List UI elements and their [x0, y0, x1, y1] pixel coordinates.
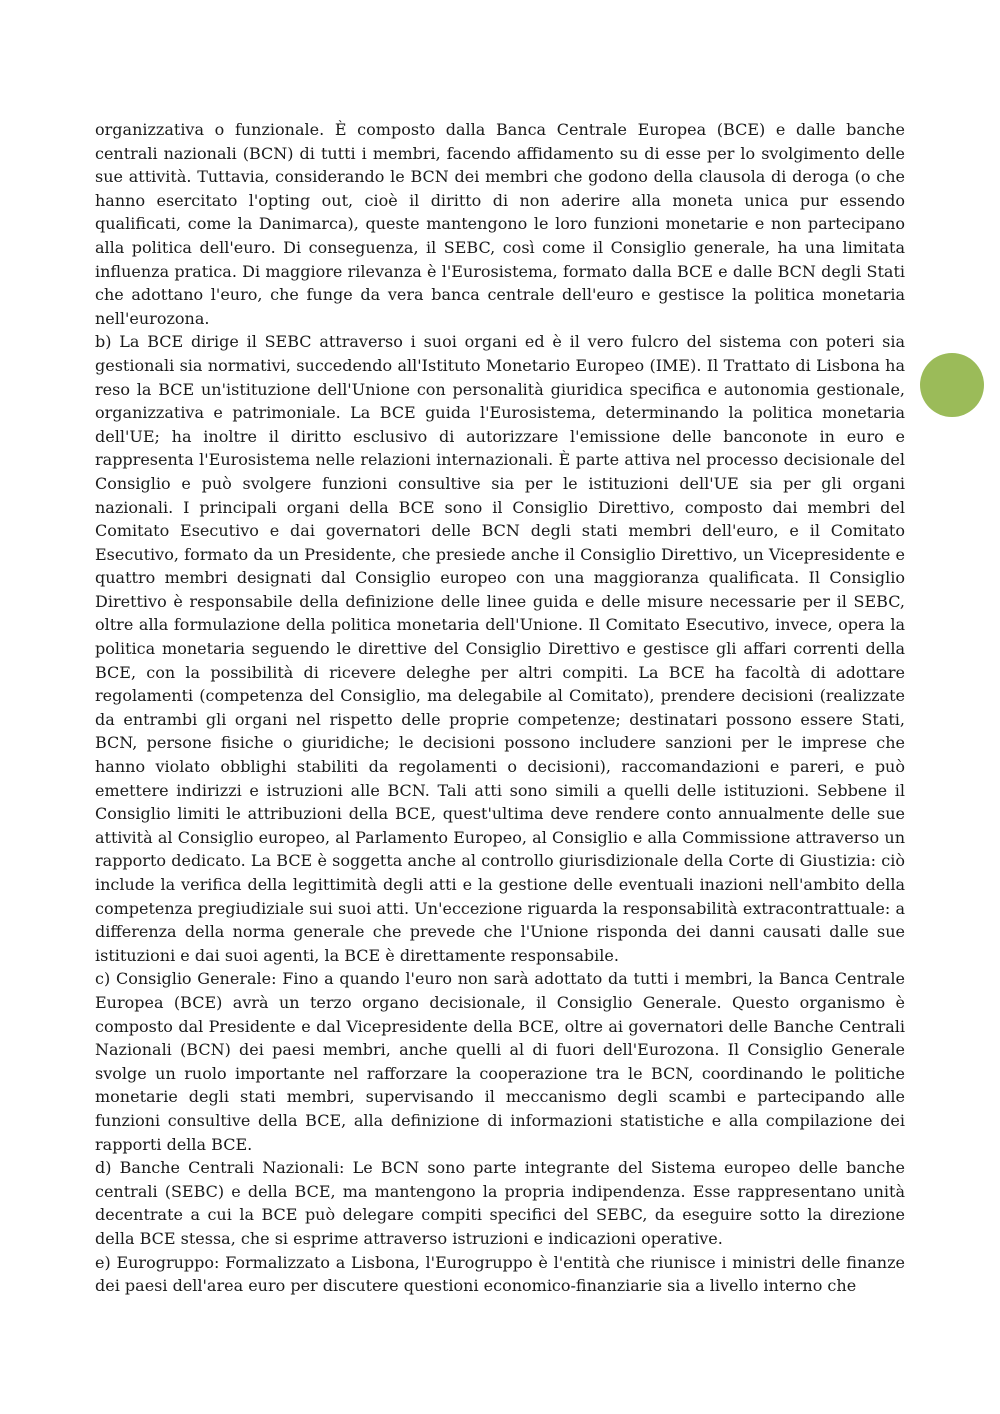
paragraph-d-banche-centrali-nazionali: d) Banche Centrali Nazionali: Le BCN sono parte integrante del Sistema europeo delle banche centrali (SEBC) e della BCE, ma mantengono la propria indipendenza. Esse rappresentano unità decentrate a cui la BCE può delegare compiti specifici del SEBC, da eseguire sotto la direzione della BCE stessa, che si esprime attraverso istruzioni e indicazioni operative. [95, 1158, 905, 1248]
document-body [95, 118, 905, 1298]
green-circle-marker [920, 353, 984, 417]
paragraph-e-eurogruppo: e) Eurogruppo: Formalizzato a Lisbona, l'Eurogruppo è l'entità che riunisce i ministri delle finanze dei paesi dell'area euro per discutere questioni economico-finanziarie sia a livello interno che [95, 1252, 905, 1296]
paragraph-intro: organizzativa o funzionale. È composto dalla Banca Centrale Europea (BCE) e dalle banche centrali nazionali (BCN) di tutti i membri, facendo affidamento su di esse per lo svolgimento delle sue attività. Tuttavia, considerando le BCN dei membri che godono della clausola di deroga (o che hanno esercitato l'opting out, cioè il diritto di non aderire alla moneta unica pur essendo qualificati, come la Danimarca), queste mantengono le loro funzioni monetarie e non partecipano alla politica dell'euro. Di conseguenza, il SEBC, così come il Consiglio generale, ha una limitata influenza pratica. Di maggiore rilevanza è l'Eurosistema, formato dalla BCE e dalle BCN degli Stati che adottano l'euro, che funge da vera banca centrale dell'euro e gestisce la politica monetaria nell'eurozona. [95, 120, 905, 328]
paragraph-c-consiglio-generale: c) Consiglio Generale: Fino a quando l'euro non sarà adottato da tutti i membri, la Banca Centrale Europea (BCE) avrà un terzo organo decisionale, il Consiglio Generale. Questo organismo è composto dal Presidente e dal Vicepresidente della BCE, oltre ai governatori delle Banche Centrali Nazionali (BCN) dei paesi membri, anche quelli al di fuori dell'Eurozona. Il Consiglio Generale svolge un ruolo importante nel rafforzare la cooperazione tra le BCN, coordinando le politiche monetarie degli stati membri, supervisando il meccanismo degli scambi e partecipando alle funzioni consultive della BCE, alla definizione di informazioni statistiche e alla compilazione dei rapporti della BCE. [95, 969, 905, 1154]
paragraph-b-bce: b) La BCE dirige il SEBC attraverso i suoi organi ed è il vero fulcro del sistema con poteri sia gestionali sia normativi, succedendo all'Istituto Monetario Europeo (IME). Il Trattato di Lisbona ha reso la BCE un'istituzione dell'Unione con personalità giuridica specifica e autonomia gestionale, organizzativa e patrimoniale. La BCE guida l'Eurosistema, determinando la politica monetaria dell'UE; ha inoltre il diritto esclusivo di autorizzare l'emissione delle banconote in euro e rappresenta l'Eurosistema nelle relazioni internazionali. È parte attiva nel processo decisionale del Consiglio e può svolgere funzioni consultive sia per le istituzioni dell'UE sia per gli organi nazionali. I principali organi della BCE sono il Consiglio Direttivo, composto dai membri del Comitato Esecutivo e dai governatori delle BCN degli stati membri dell'euro, e il Comitato Esecutivo, formato da un Presidente, che presiede anche il Consiglio Direttivo, un Vicepresidente e quattro membri designati dal Consiglio europeo con una maggioranza qualificata. Il Consiglio Direttivo è responsabile della definizione delle linee guida e delle misure necessarie per il SEBC, oltre alla formulazione della politica monetaria dell'Unione. Il Comitato Esecutivo, invece, opera la politica monetaria seguendo le direttive del Consiglio Direttivo e gestisce gli affari correnti della BCE, con la possibilità di ricevere deleghe per altri compiti. La BCE ha facoltà di adottare regolamenti (competenza del Consiglio, ma delegabile al Comitato), prendere decisioni (realizzate da entrambi gli organi nel rispetto delle proprie competenze; destinatari possono essere Stati, BCN, persone fisiche o giuridiche; le decisioni possono includere sanzioni per le imprese che hanno violato obblighi stabiliti da regolamenti o decisioni), raccomandazioni e pareri, e può emettere indirizzi e istruzioni alle BCN. Tali atti sono simili a quelli delle istituzioni. Sebbene il Consiglio limiti le attribuzioni della BCE, quest'ultima deve rendere conto annualmente delle sue attività al Consiglio europeo, al Parlamento Europeo, al Consiglio e alla Commissione attraverso un rapporto dedicato. La BCE è soggetta anche al controllo giurisdizionale della Corte di Giustizia: ciò include la verifica della legittimità degli atti e la gestione delle eventuali inazioni nell'ambito della competenza pregiudiziale sui suoi atti. Un'eccezione riguarda la responsabilità extracontrattuale: a differenza della norma generale che prevede che l'Unione risponda dei danni causati dalle sue istituzioni e dai suoi agenti, la BCE è direttamente responsabile. [95, 332, 905, 965]
